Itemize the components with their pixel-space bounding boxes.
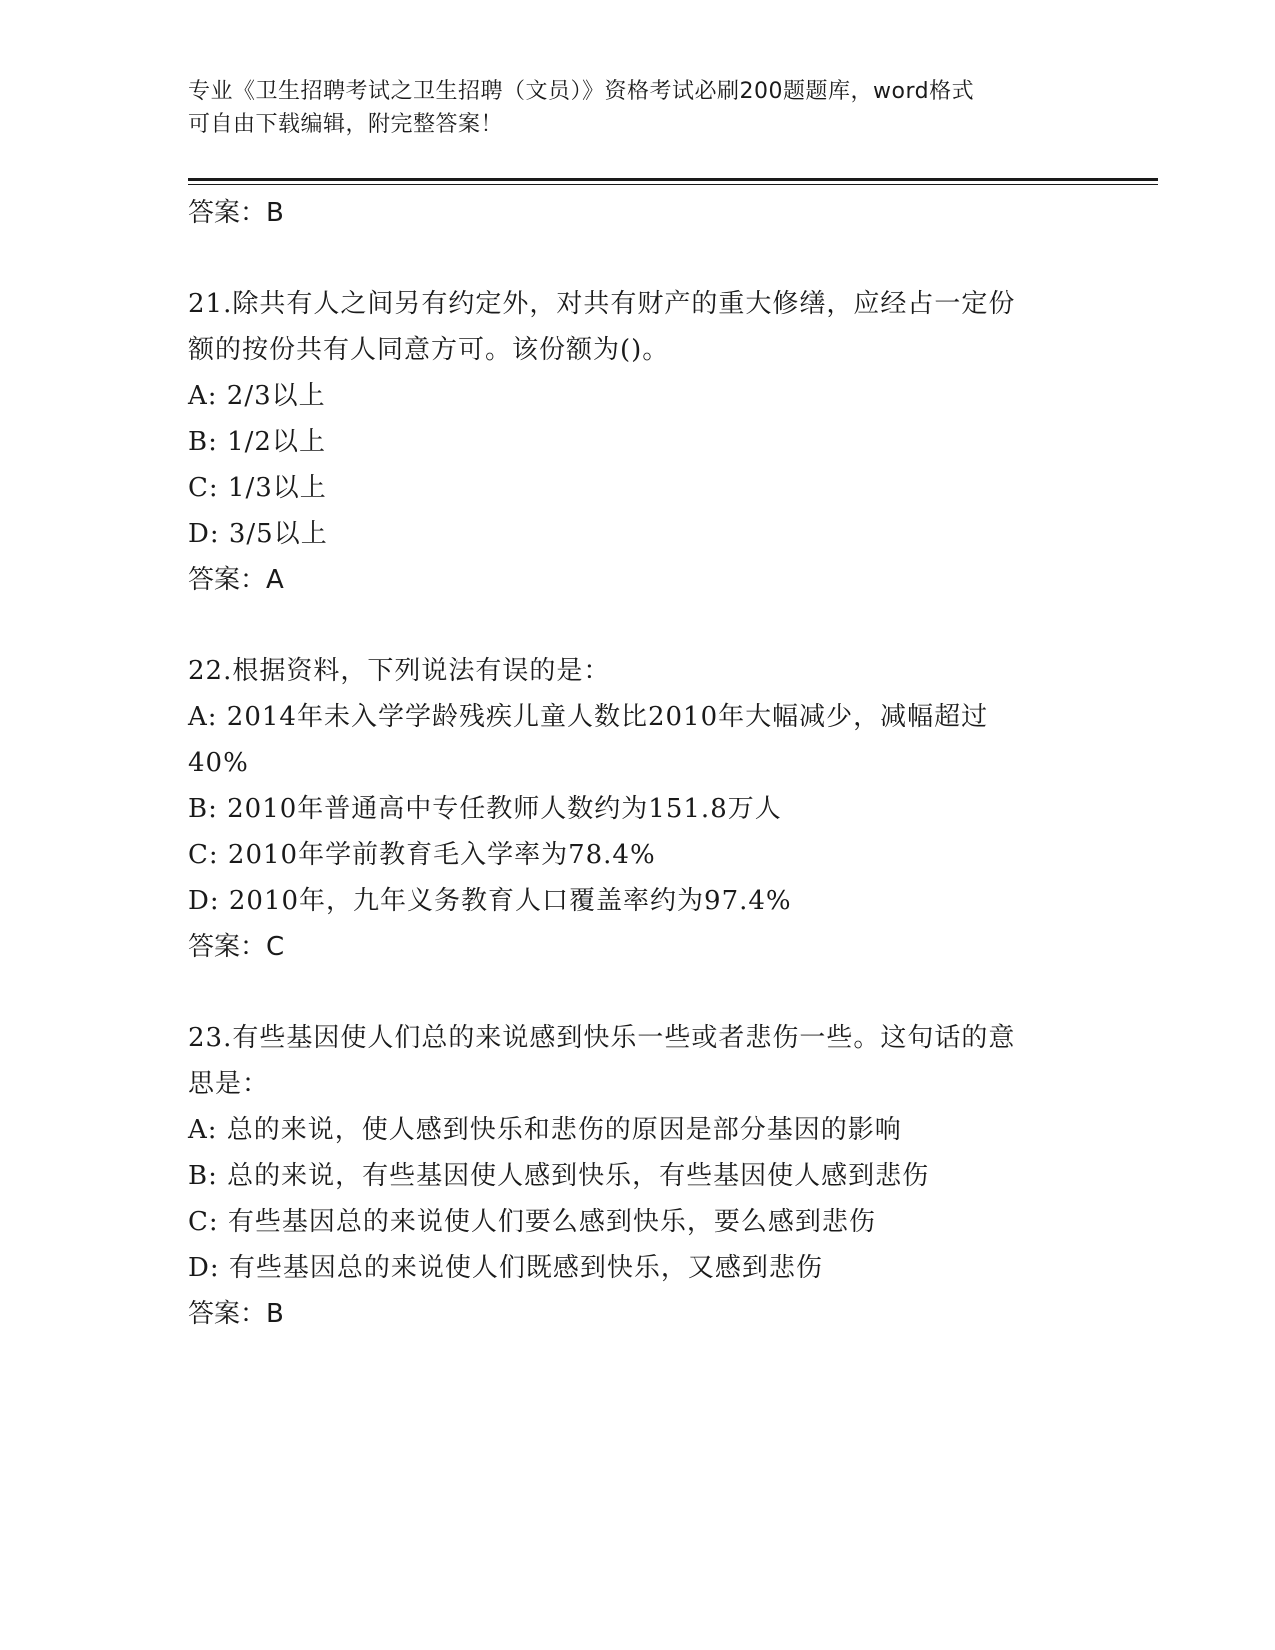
question-22 xyxy=(188,648,1088,970)
question-stem-cont: 思是： xyxy=(188,1069,270,1099)
option-d: D: 3/5以上 xyxy=(188,519,328,549)
answer-line: 答案：B xyxy=(188,1299,284,1329)
spacer xyxy=(188,970,1088,1015)
question-stem: 23.有些基因使人们总的来说感到快乐一些或者悲伤一些。这句话的意 xyxy=(188,1023,1016,1053)
option-a: A: 总的来说，使人感到快乐和悲伤的原因是部分基因的影响 xyxy=(188,1115,902,1145)
option-d: D: 有些基因总的来说使人们既感到快乐，又感到悲伤 xyxy=(188,1253,823,1283)
option-d: D: 2010年，九年义务教育人口覆盖率约为97.4% xyxy=(188,886,792,916)
question-23 xyxy=(188,1015,1088,1337)
option-a-cont: 40% xyxy=(188,748,249,778)
question-stem: 22.根据资料，下列说法有误的是： xyxy=(188,656,611,686)
option-c: C: 1/3以上 xyxy=(188,473,327,503)
option-c: C: 2010年学前教育毛入学率为78.4% xyxy=(188,840,656,870)
spacer xyxy=(188,236,1088,281)
question-stem: 21.除共有人之间另有约定外，对共有财产的重大修缮，应经占一定份 xyxy=(188,289,1016,319)
option-b: B: 1/2以上 xyxy=(188,427,326,457)
question-21 xyxy=(188,281,1088,603)
option-b: B: 总的来说，有些基因使人感到快乐，有些基因使人感到悲伤 xyxy=(188,1161,930,1191)
header-rule-thick xyxy=(188,178,1158,181)
answer-line: 答案：A xyxy=(188,565,284,595)
option-a: A: 2014年未入学学龄残疾儿童人数比2010年大幅减少，减幅超过 xyxy=(188,702,989,732)
option-a: A: 2/3以上 xyxy=(188,381,326,411)
question-stem-cont: 额的按份共有人同意方可。该份额为()。 xyxy=(188,335,670,365)
option-c: C: 有些基因总的来说使人们要么感到快乐，要么感到悲伤 xyxy=(188,1207,876,1237)
page-header xyxy=(188,75,1068,141)
answer-line: 答案：C xyxy=(188,932,285,962)
header-line-1: 专业《卫生招聘考试之卫生招聘（文员）》资格考试必刷200题题库，word格式 xyxy=(188,79,975,104)
spacer xyxy=(188,603,1088,648)
option-b: B: 2010年普通高中专任教师人数约为151.8万人 xyxy=(188,794,782,824)
document-body xyxy=(188,190,1088,1337)
header-rule-thin xyxy=(188,184,1158,185)
answer-line-prev: 答案：B xyxy=(188,198,284,228)
header-line-2: 可自由下载编辑，附完整答案！ xyxy=(188,112,504,137)
